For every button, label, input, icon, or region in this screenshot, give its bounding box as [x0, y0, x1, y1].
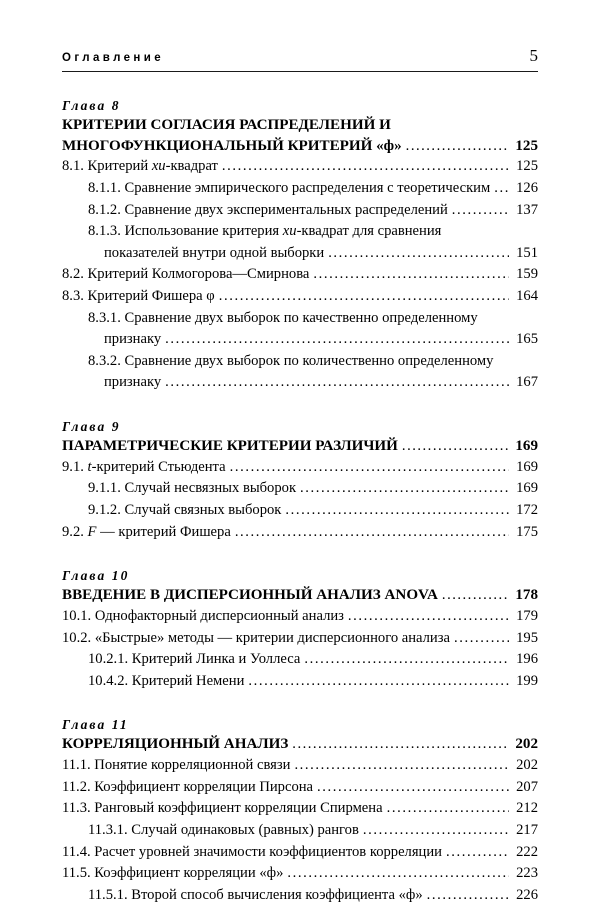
chapter-block: [62, 98, 538, 394]
chapter-title-line: КРИТЕРИИ СОГЛАСИЯ РАСПРЕДЕЛЕНИЙ И: [62, 117, 391, 133]
toc-entry-label: 11.1. Понятие корреляционной связи: [62, 757, 291, 774]
dot-leader: [235, 522, 509, 544]
toc-entry-page: 202: [516, 757, 538, 774]
toc-entry-page: 202: [515, 736, 538, 753]
dot-leader: [494, 178, 509, 200]
dot-leader: [446, 842, 509, 864]
toc-entry-label: 8.1.2. Сравнение двух экспериментальных распределений: [88, 201, 448, 218]
toc-entry-page: 159: [516, 266, 538, 283]
math-variable: хи: [282, 223, 297, 240]
dot-leader: [230, 457, 509, 479]
chapter-title-row[interactable]: [62, 585, 538, 606]
dot-leader: [304, 649, 509, 671]
dot-leader: [292, 735, 509, 755]
toc-entry-label: МНОГОФУНКЦИОНАЛЬНЫЙ КРИТЕРИЙ «ф»: [62, 137, 402, 154]
toc-entry-label: 11.4. Расчет уровней значимости коэффициентов корреляции: [62, 843, 442, 860]
dot-leader: [248, 671, 509, 693]
toc-entry-label: 9.1.1. Случай несвязных выборок: [88, 480, 297, 497]
running-head-title: Оглавление: [62, 52, 165, 64]
dot-leader: [222, 156, 509, 178]
toc-entry-page: 126: [516, 179, 538, 196]
toc-entry-label: 9.1.2. Случай связных выборок: [88, 501, 282, 518]
toc-entry-page: 165: [516, 331, 538, 348]
toc-entry-label: 10.4.2. Критерий Немени: [88, 672, 245, 689]
toc-entry-page: 212: [516, 800, 538, 817]
dot-leader: [454, 628, 509, 650]
toc-entry[interactable]: [62, 628, 538, 650]
chapter-label: Глава 10: [62, 568, 130, 584]
dot-leader: [406, 137, 509, 157]
chapter-block: [62, 419, 538, 543]
toc-entry[interactable]: [88, 820, 538, 842]
chapter-title-row[interactable]: [62, 436, 538, 457]
toc-entry[interactable]: [62, 798, 538, 820]
toc-entry-page: 223: [516, 865, 538, 882]
toc-entry-label: 11.2. Коэффициент корреляции Пирсона: [62, 778, 314, 795]
toc-entry[interactable]: [62, 606, 538, 628]
dot-leader: [387, 798, 509, 820]
dot-leader: [348, 606, 509, 628]
chapter-title-row[interactable]: [62, 734, 538, 755]
toc-entry-page: 222: [516, 843, 538, 860]
toc-entry[interactable]: [62, 842, 538, 864]
toc-entry-line-1[interactable]: 8.1.3. Использование критерия хи-квадрат для сравнения: [88, 223, 442, 240]
toc-entry-label: 11.5.1. Второй способ вычисления коэффициента «ф»: [88, 886, 423, 903]
toc-entry-page: 125: [516, 158, 538, 175]
chapter-label: Глава 9: [62, 418, 121, 434]
dot-leader: [328, 243, 509, 265]
dot-leader: [165, 329, 509, 351]
toc-entry-label: 11.5. Коэффициент корреляции «ф»: [62, 865, 284, 882]
dot-leader: [442, 586, 509, 606]
running-head: [62, 46, 538, 72]
toc-entry[interactable]: [62, 755, 538, 777]
toc-entry[interactable]: [62, 457, 538, 479]
running-head-folio: 5: [529, 46, 538, 65]
toc-entry-page: 164: [516, 287, 538, 304]
toc-entry[interactable]: [62, 777, 538, 799]
toc-entry[interactable]: [62, 264, 538, 286]
toc-entry-label: показателей внутри одной выборки: [104, 244, 325, 261]
chapter-label: Глава 11: [62, 717, 129, 733]
dot-leader: [219, 286, 509, 308]
toc-entry-label: 10.2.1. Критерий Линка и Уоллеса: [88, 651, 301, 668]
dot-leader: [317, 777, 509, 799]
dot-leader: [285, 500, 509, 522]
toc-entry-page: 172: [516, 501, 538, 518]
toc-entry-page: 196: [516, 651, 538, 668]
toc-entry[interactable]: [88, 478, 538, 500]
dot-leader: [452, 200, 509, 222]
toc-entry-page: 175: [516, 523, 538, 540]
toc-entry-label: 8.3. Критерий Фишера φ: [62, 287, 215, 304]
toc-entry-label: 9.2. F — критерий Фишера: [62, 523, 231, 540]
dot-leader: [313, 264, 509, 286]
dot-leader: [300, 478, 509, 500]
dot-leader: [287, 863, 509, 885]
toc-entry[interactable]: [62, 286, 538, 308]
chapter-block: [62, 717, 538, 906]
toc-entry-label: 8.1. Критерий хи-квадрат: [62, 158, 218, 175]
toc-entry-page: 217: [516, 821, 538, 838]
math-variable: хи: [151, 158, 166, 175]
toc-entry-page: 169: [516, 458, 538, 475]
toc-entry-label: ВВЕДЕНИЕ В ДИСПЕРСИОННЫЙ АНАЛИЗ ANOVA: [62, 587, 438, 604]
toc-entry[interactable]: [88, 885, 538, 906]
toc-entry-page: 137: [516, 201, 538, 218]
toc-entry-line-2[interactable]: [104, 243, 538, 265]
toc-entry-page: 207: [516, 778, 538, 795]
toc-entry-label: ПАРАМЕТРИЧЕСКИЕ КРИТЕРИИ РАЗЛИЧИЙ: [62, 437, 398, 454]
toc-entry[interactable]: [88, 649, 538, 671]
toc-entry[interactable]: [62, 522, 538, 544]
toc-entry-label: признаку: [104, 331, 162, 348]
toc-entry-line-2[interactable]: [104, 372, 538, 394]
toc-entry[interactable]: [88, 200, 538, 222]
toc-entry-page: 169: [515, 437, 538, 454]
toc-entry-page: 169: [516, 480, 538, 497]
math-variable: F: [87, 523, 97, 540]
toc-entry-label: 8.2. Критерий Колмогорова—Смирнова: [62, 266, 310, 283]
table-of-contents: [62, 98, 538, 906]
toc-entry-page: 167: [516, 374, 538, 391]
chapter-block: [62, 568, 538, 692]
toc-entry-label: 10.2. «Быстрые» методы — критерии дисперсионного анализа: [62, 629, 450, 646]
toc-entry[interactable]: [88, 500, 538, 522]
toc-entry-label: 11.3.1. Случай одинаковых (равных) рангов: [88, 821, 359, 838]
math-variable: t: [87, 458, 92, 475]
toc-entry-label: признаку: [104, 374, 162, 391]
toc-entry-line-2[interactable]: [104, 329, 538, 351]
toc-entry-label: 10.1. Однофакторный дисперсионный анализ: [62, 607, 344, 624]
toc-entry[interactable]: [62, 863, 538, 885]
toc-entry-line-1[interactable]: 8.3.2. Сравнение двух выборок по количественно определенному: [88, 352, 494, 369]
dot-leader: [294, 755, 509, 777]
toc-entry[interactable]: [88, 178, 538, 200]
chapter-label: Глава 8: [62, 98, 121, 113]
toc-entry-page: 179: [516, 607, 538, 624]
toc-entry-label: КОРРЕЛЯЦИОННЫЙ АНАЛИЗ: [62, 736, 289, 753]
toc-entry-line-1[interactable]: 8.3.1. Сравнение двух выборок по качественно определенному: [88, 309, 478, 326]
dot-leader: [402, 437, 509, 457]
dot-leader: [165, 372, 509, 394]
chapter-title-row[interactable]: [62, 136, 538, 157]
toc-entry[interactable]: [62, 156, 538, 178]
toc-entry-label: 11.3. Ранговый коэффициент корреляции Спирмена: [62, 800, 383, 817]
toc-entry-page: 125: [515, 137, 538, 154]
toc-entry-page: 151: [516, 244, 538, 261]
toc-entry-page: 195: [516, 629, 538, 646]
toc-entry-page: 178: [515, 587, 538, 604]
toc-entry-page: 226: [516, 886, 538, 903]
toc-entry[interactable]: [88, 671, 538, 693]
toc-entry-label: 8.1.1. Сравнение эмпирического распределения с теоретическим: [88, 179, 491, 196]
dot-leader: [427, 885, 509, 906]
toc-entry-page: 199: [516, 672, 538, 689]
toc-entry-label: 9.1. t-критерий Стьюдента: [62, 458, 226, 475]
dot-leader: [363, 820, 509, 842]
